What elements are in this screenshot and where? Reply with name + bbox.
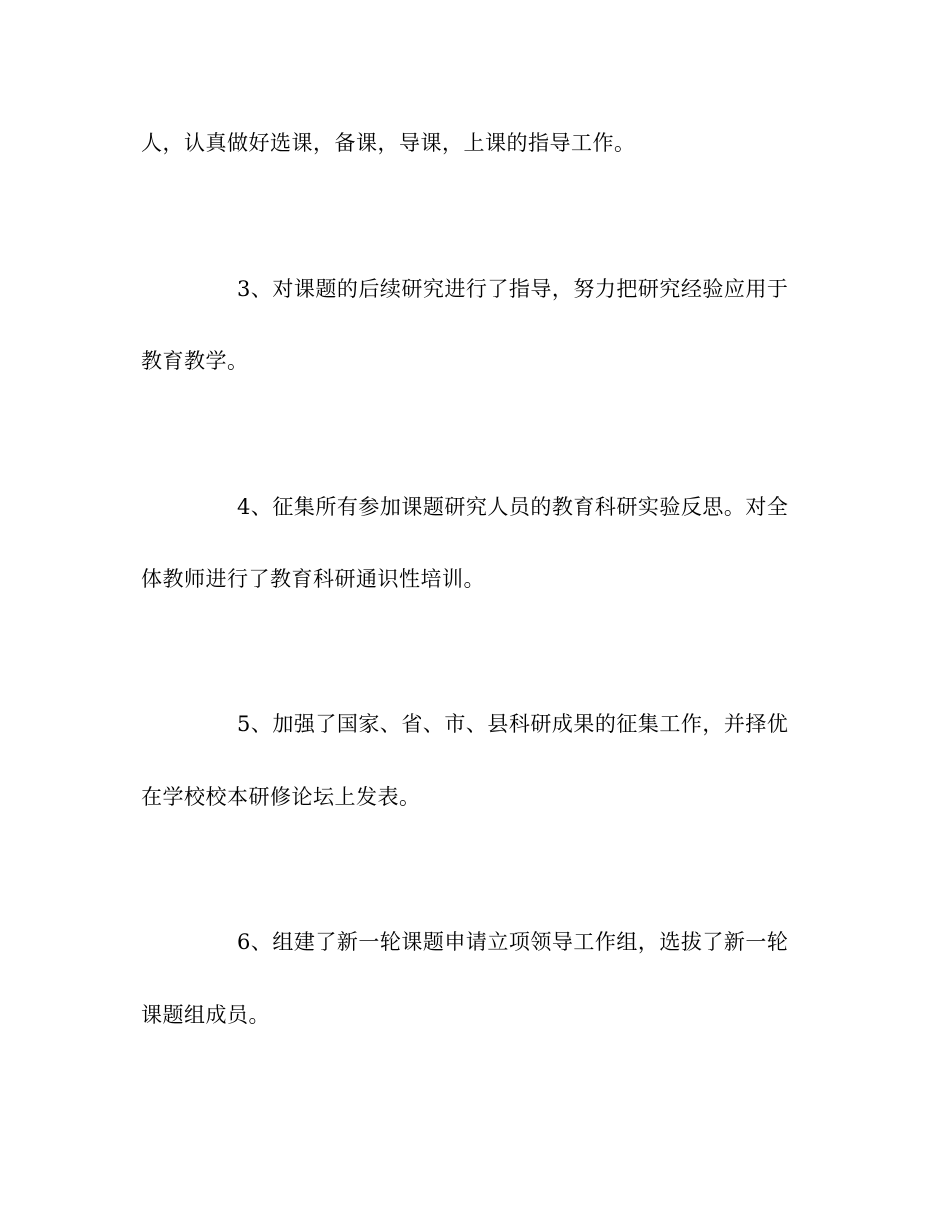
paragraph-4-line-1: 5、加强了国家、省、市、县科研成果的征集工作，并择优 (237, 712, 789, 736)
paragraph-5-line-2: 课题组成员。 (141, 1003, 270, 1027)
paragraph-4-line-2: 在学校校本研修论坛上发表。 (141, 785, 421, 809)
paragraph-1-line-1: 人，认真做好选课，备课，导课，上课的指导工作。 (141, 131, 636, 155)
paragraph-3-line-1: 4、征集所有参加课题研究人员的教育科研实验反思。对全 (237, 495, 789, 519)
paragraph-5-line-1: 6、组建了新一轮课题申请立项领导工作组，选拔了新一轮 (237, 930, 789, 954)
paragraph-2-line-2: 教育教学。 (141, 349, 249, 373)
paragraph-3-line-2: 体教师进行了教育科研通识性培训。 (141, 567, 485, 591)
paragraph-2-line-1: 3、对课题的后续研究进行了指导，努力把研究经验应用于 (237, 277, 789, 301)
